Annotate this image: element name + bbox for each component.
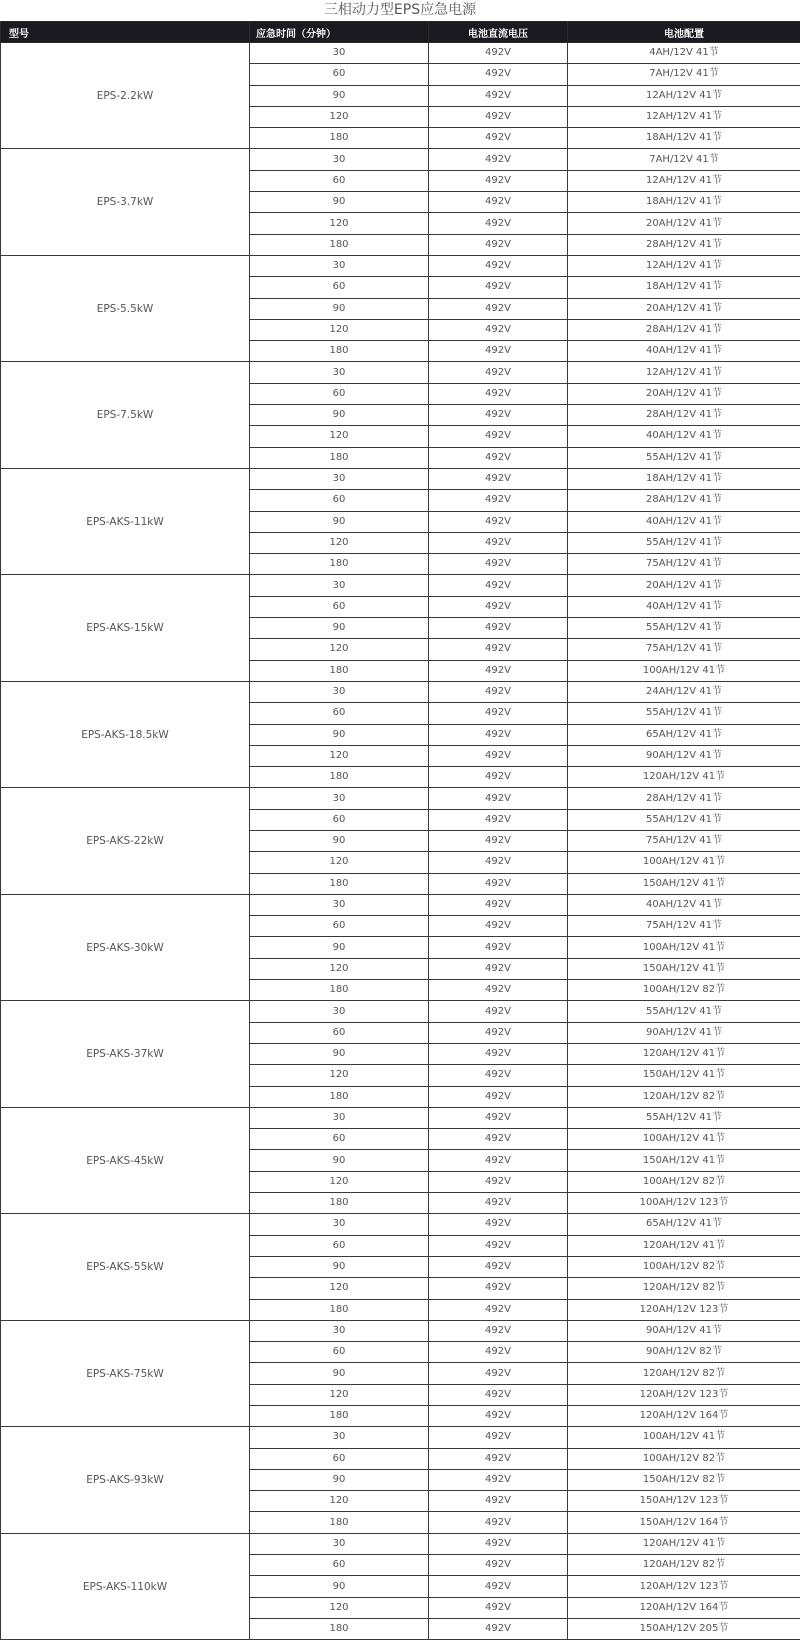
dc-voltage-cell: 492V: [429, 85, 568, 106]
model-cell: EPS-AKS-15kW: [1, 575, 250, 681]
dc-voltage-cell: 492V: [429, 468, 568, 489]
battery-config-cell: 100AH/12V 41节: [568, 660, 800, 681]
emergency-time-cell: 180: [250, 341, 429, 362]
table-row: [1, 575, 800, 596]
emergency-time-cell: 90: [250, 1469, 429, 1490]
emergency-time-cell: 60: [250, 490, 429, 511]
dc-voltage-cell: 492V: [429, 1235, 568, 1256]
battery-config-cell: 100AH/12V 123节: [568, 1193, 800, 1214]
battery-config-cell: 40AH/12V 41节: [568, 341, 800, 362]
emergency-time-cell: 60: [250, 64, 429, 85]
emergency-time-cell: 30: [250, 1427, 429, 1448]
battery-config-cell: 100AH/12V 82节: [568, 1448, 800, 1469]
model-cell: EPS-2.2kW: [1, 43, 250, 149]
battery-config-cell: 120AH/12V 82节: [568, 1555, 800, 1576]
emergency-time-cell: 90: [250, 85, 429, 106]
dc-voltage-cell: 492V: [429, 234, 568, 255]
emergency-time-cell: 120: [250, 639, 429, 660]
battery-config-cell: 75AH/12V 41节: [568, 554, 800, 575]
dc-voltage-cell: 492V: [429, 1533, 568, 1554]
emergency-time-cell: 180: [250, 980, 429, 1001]
battery-config-cell: 120AH/12V 41节: [568, 767, 800, 788]
dc-voltage-cell: 492V: [429, 277, 568, 298]
dc-voltage-cell: 492V: [429, 383, 568, 404]
battery-config-cell: 120AH/12V 82节: [568, 1278, 800, 1299]
battery-config-cell: 75AH/12V 41节: [568, 916, 800, 937]
emergency-time-cell: 90: [250, 937, 429, 958]
emergency-time-cell: 30: [250, 1533, 429, 1554]
emergency-time-cell: 60: [250, 1235, 429, 1256]
emergency-time-cell: 60: [250, 809, 429, 830]
header-dc-voltage: 电池直流电压: [429, 22, 568, 43]
model-cell: EPS-7.5kW: [1, 362, 250, 468]
dc-voltage-cell: 492V: [429, 1256, 568, 1277]
dc-voltage-cell: 492V: [429, 128, 568, 149]
table-row: [1, 1320, 800, 1341]
table-row: [1, 1214, 800, 1235]
battery-config-cell: 65AH/12V 41节: [568, 1214, 800, 1235]
battery-config-cell: 120AH/12V 123节: [568, 1384, 800, 1405]
battery-config-cell: 150AH/12V 41节: [568, 1065, 800, 1086]
emergency-time-cell: 90: [250, 1256, 429, 1277]
dc-voltage-cell: 492V: [429, 192, 568, 213]
battery-config-cell: 150AH/12V 41节: [568, 1150, 800, 1171]
table-body: [1, 43, 800, 1640]
emergency-time-cell: 120: [250, 426, 429, 447]
dc-voltage-cell: 492V: [429, 703, 568, 724]
emergency-time-cell: 60: [250, 383, 429, 404]
dc-voltage-cell: 492V: [429, 681, 568, 702]
emergency-time-cell: 60: [250, 1129, 429, 1150]
emergency-time-cell: 60: [250, 596, 429, 617]
dc-voltage-cell: 492V: [429, 873, 568, 894]
battery-config-cell: 90AH/12V 41节: [568, 1320, 800, 1341]
dc-voltage-cell: 492V: [429, 490, 568, 511]
model-cell: EPS-AKS-110kW: [1, 1533, 250, 1639]
dc-voltage-cell: 492V: [429, 255, 568, 276]
battery-config-cell: 75AH/12V 41节: [568, 639, 800, 660]
battery-config-cell: 120AH/12V 123节: [568, 1299, 800, 1320]
header-model: 型号: [1, 22, 250, 43]
battery-config-cell: 12AH/12V 41节: [568, 106, 800, 127]
battery-config-cell: 90AH/12V 82节: [568, 1342, 800, 1363]
emergency-time-cell: 60: [250, 277, 429, 298]
emergency-time-cell: 120: [250, 1491, 429, 1512]
battery-config-cell: 90AH/12V 41节: [568, 745, 800, 766]
dc-voltage-cell: 492V: [429, 916, 568, 937]
emergency-time-cell: 90: [250, 724, 429, 745]
emergency-time-cell: 60: [250, 916, 429, 937]
dc-voltage-cell: 492V: [429, 575, 568, 596]
battery-config-cell: 100AH/12V 82节: [568, 1171, 800, 1192]
emergency-time-cell: 90: [250, 1043, 429, 1064]
table-row: [1, 43, 800, 64]
dc-voltage-cell: 492V: [429, 767, 568, 788]
model-cell: EPS-AKS-75kW: [1, 1320, 250, 1426]
emergency-time-cell: 90: [250, 1150, 429, 1171]
table-row: [1, 788, 800, 809]
dc-voltage-cell: 492V: [429, 1086, 568, 1107]
dc-voltage-cell: 492V: [429, 1555, 568, 1576]
emergency-time-cell: 120: [250, 1065, 429, 1086]
model-cell: EPS-AKS-37kW: [1, 1001, 250, 1107]
dc-voltage-cell: 492V: [429, 1299, 568, 1320]
battery-config-cell: 55AH/12V 41节: [568, 532, 800, 553]
model-cell: EPS-5.5kW: [1, 255, 250, 361]
dc-voltage-cell: 492V: [429, 639, 568, 660]
dc-voltage-cell: 492V: [429, 1427, 568, 1448]
dc-voltage-cell: 492V: [429, 1491, 568, 1512]
dc-voltage-cell: 492V: [429, 1448, 568, 1469]
table-row: [1, 681, 800, 702]
header-emergency-time: 应急时间（分钟）: [250, 22, 429, 43]
model-cell: EPS-AKS-55kW: [1, 1214, 250, 1320]
battery-config-cell: 150AH/12V 123节: [568, 1491, 800, 1512]
emergency-time-cell: 90: [250, 511, 429, 532]
dc-voltage-cell: 492V: [429, 1171, 568, 1192]
emergency-time-cell: 180: [250, 554, 429, 575]
emergency-time-cell: 30: [250, 681, 429, 702]
dc-voltage-cell: 492V: [429, 1406, 568, 1427]
table-row: [1, 1107, 800, 1128]
dc-voltage-cell: 492V: [429, 554, 568, 575]
dc-voltage-cell: 492V: [429, 830, 568, 851]
emergency-time-cell: 180: [250, 1512, 429, 1533]
dc-voltage-cell: 492V: [429, 724, 568, 745]
battery-config-cell: 7AH/12V 41节: [568, 149, 800, 170]
battery-config-cell: 120AH/12V 123节: [568, 1576, 800, 1597]
emergency-time-cell: 30: [250, 1001, 429, 1022]
battery-config-cell: 65AH/12V 41节: [568, 724, 800, 745]
emergency-time-cell: 180: [250, 1086, 429, 1107]
emergency-time-cell: 30: [250, 43, 429, 64]
battery-config-cell: 28AH/12V 41节: [568, 788, 800, 809]
battery-config-cell: 24AH/12V 41节: [568, 681, 800, 702]
table-row: [1, 362, 800, 383]
battery-config-cell: 100AH/12V 41节: [568, 937, 800, 958]
emergency-time-cell: 120: [250, 213, 429, 234]
eps-spec-table: [0, 21, 800, 1640]
battery-config-cell: 12AH/12V 41节: [568, 362, 800, 383]
battery-config-cell: 120AH/12V 41节: [568, 1043, 800, 1064]
dc-voltage-cell: 492V: [429, 213, 568, 234]
model-cell: EPS-AKS-30kW: [1, 894, 250, 1000]
emergency-time-cell: 60: [250, 170, 429, 191]
battery-config-cell: 28AH/12V 41节: [568, 234, 800, 255]
battery-config-cell: 150AH/12V 82节: [568, 1469, 800, 1490]
battery-config-cell: 7AH/12V 41节: [568, 64, 800, 85]
battery-config-cell: 12AH/12V 41节: [568, 170, 800, 191]
dc-voltage-cell: 492V: [429, 170, 568, 191]
dc-voltage-cell: 492V: [429, 1597, 568, 1618]
page-title: 三相动力型EPS应急电源: [323, 2, 477, 18]
battery-config-cell: 18AH/12V 41节: [568, 128, 800, 149]
battery-config-cell: 20AH/12V 41节: [568, 575, 800, 596]
emergency-time-cell: 180: [250, 234, 429, 255]
table-row: [1, 149, 800, 170]
battery-config-cell: 12AH/12V 41节: [568, 255, 800, 276]
battery-config-cell: 55AH/12V 41节: [568, 447, 800, 468]
dc-voltage-cell: 492V: [429, 106, 568, 127]
battery-config-cell: 150AH/12V 164节: [568, 1512, 800, 1533]
dc-voltage-cell: 492V: [429, 319, 568, 340]
battery-config-cell: 100AH/12V 41节: [568, 1427, 800, 1448]
dc-voltage-cell: 492V: [429, 532, 568, 553]
emergency-time-cell: 120: [250, 532, 429, 553]
dc-voltage-cell: 492V: [429, 511, 568, 532]
battery-config-cell: 55AH/12V 41节: [568, 703, 800, 724]
battery-config-cell: 20AH/12V 41节: [568, 213, 800, 234]
model-cell: EPS-3.7kW: [1, 149, 250, 255]
dc-voltage-cell: 492V: [429, 1469, 568, 1490]
battery-config-cell: 120AH/12V 82节: [568, 1086, 800, 1107]
dc-voltage-cell: 492V: [429, 1512, 568, 1533]
battery-config-cell: 120AH/12V 164节: [568, 1597, 800, 1618]
emergency-time-cell: 180: [250, 1299, 429, 1320]
emergency-time-cell: 30: [250, 149, 429, 170]
battery-config-cell: 100AH/12V 82节: [568, 980, 800, 1001]
battery-config-cell: 40AH/12V 41节: [568, 426, 800, 447]
table-row: [1, 894, 800, 915]
emergency-time-cell: 90: [250, 618, 429, 639]
table-row: [1, 1001, 800, 1022]
emergency-time-cell: 90: [250, 298, 429, 319]
emergency-time-cell: 180: [250, 128, 429, 149]
emergency-time-cell: 90: [250, 1363, 429, 1384]
battery-config-cell: 150AH/12V 205节: [568, 1618, 800, 1639]
battery-config-cell: 55AH/12V 41节: [568, 1107, 800, 1128]
dc-voltage-cell: 492V: [429, 596, 568, 617]
dc-voltage-cell: 492V: [429, 405, 568, 426]
dc-voltage-cell: 492V: [429, 1618, 568, 1639]
battery-config-cell: 40AH/12V 41节: [568, 596, 800, 617]
emergency-time-cell: 30: [250, 255, 429, 276]
dc-voltage-cell: 492V: [429, 64, 568, 85]
battery-config-cell: 120AH/12V 82节: [568, 1363, 800, 1384]
dc-voltage-cell: 492V: [429, 362, 568, 383]
emergency-time-cell: 90: [250, 1576, 429, 1597]
dc-voltage-cell: 492V: [429, 745, 568, 766]
dc-voltage-cell: 492V: [429, 341, 568, 362]
dc-voltage-cell: 492V: [429, 1065, 568, 1086]
emergency-time-cell: 60: [250, 703, 429, 724]
dc-voltage-cell: 492V: [429, 1193, 568, 1214]
battery-config-cell: 20AH/12V 41节: [568, 298, 800, 319]
battery-config-cell: 55AH/12V 41节: [568, 618, 800, 639]
table-row: [1, 1533, 800, 1554]
dc-voltage-cell: 492V: [429, 1342, 568, 1363]
battery-config-cell: 40AH/12V 41节: [568, 894, 800, 915]
battery-config-cell: 28AH/12V 41节: [568, 405, 800, 426]
emergency-time-cell: 180: [250, 1193, 429, 1214]
battery-config-cell: 120AH/12V 41节: [568, 1235, 800, 1256]
dc-voltage-cell: 492V: [429, 788, 568, 809]
dc-voltage-cell: 492V: [429, 1384, 568, 1405]
battery-config-cell: 4AH/12V 41节: [568, 43, 800, 64]
table-row: [1, 468, 800, 489]
dc-voltage-cell: 492V: [429, 1320, 568, 1341]
emergency-time-cell: 120: [250, 319, 429, 340]
table-row: [1, 255, 800, 276]
emergency-time-cell: 120: [250, 1278, 429, 1299]
emergency-time-cell: 120: [250, 745, 429, 766]
battery-config-cell: 20AH/12V 41节: [568, 383, 800, 404]
model-cell: EPS-AKS-45kW: [1, 1107, 250, 1213]
battery-config-cell: 18AH/12V 41节: [568, 468, 800, 489]
model-cell: EPS-AKS-11kW: [1, 468, 250, 574]
dc-voltage-cell: 492V: [429, 1107, 568, 1128]
dc-voltage-cell: 492V: [429, 937, 568, 958]
emergency-time-cell: 30: [250, 1320, 429, 1341]
battery-config-cell: 18AH/12V 41节: [568, 192, 800, 213]
emergency-time-cell: 30: [250, 1214, 429, 1235]
dc-voltage-cell: 492V: [429, 1001, 568, 1022]
emergency-time-cell: 120: [250, 106, 429, 127]
emergency-time-cell: 30: [250, 468, 429, 489]
emergency-time-cell: 60: [250, 1342, 429, 1363]
battery-config-cell: 150AH/12V 41节: [568, 958, 800, 979]
dc-voltage-cell: 492V: [429, 447, 568, 468]
emergency-time-cell: 180: [250, 1618, 429, 1639]
emergency-time-cell: 90: [250, 405, 429, 426]
dc-voltage-cell: 492V: [429, 1129, 568, 1150]
battery-config-cell: 90AH/12V 41节: [568, 1022, 800, 1043]
battery-config-cell: 18AH/12V 41节: [568, 277, 800, 298]
dc-voltage-cell: 492V: [429, 1043, 568, 1064]
emergency-time-cell: 90: [250, 192, 429, 213]
dc-voltage-cell: 492V: [429, 1150, 568, 1171]
dc-voltage-cell: 492V: [429, 852, 568, 873]
emergency-time-cell: 180: [250, 873, 429, 894]
table-header-row: [1, 22, 800, 43]
dc-voltage-cell: 492V: [429, 958, 568, 979]
emergency-time-cell: 180: [250, 447, 429, 468]
emergency-time-cell: 180: [250, 660, 429, 681]
dc-voltage-cell: 492V: [429, 660, 568, 681]
header-battery-config: 电池配置: [568, 22, 800, 43]
battery-config-cell: 120AH/12V 164节: [568, 1406, 800, 1427]
emergency-time-cell: 30: [250, 894, 429, 915]
dc-voltage-cell: 492V: [429, 1214, 568, 1235]
emergency-time-cell: 120: [250, 1384, 429, 1405]
emergency-time-cell: 180: [250, 767, 429, 788]
dc-voltage-cell: 492V: [429, 809, 568, 830]
dc-voltage-cell: 492V: [429, 1363, 568, 1384]
emergency-time-cell: 120: [250, 1597, 429, 1618]
battery-config-cell: 150AH/12V 41节: [568, 873, 800, 894]
dc-voltage-cell: 492V: [429, 43, 568, 64]
battery-config-cell: 100AH/12V 82节: [568, 1256, 800, 1277]
battery-config-cell: 40AH/12V 41节: [568, 511, 800, 532]
battery-config-cell: 12AH/12V 41节: [568, 85, 800, 106]
model-cell: EPS-AKS-22kW: [1, 788, 250, 894]
emergency-time-cell: 90: [250, 830, 429, 851]
battery-config-cell: 28AH/12V 41节: [568, 490, 800, 511]
dc-voltage-cell: 492V: [429, 149, 568, 170]
emergency-time-cell: 180: [250, 1406, 429, 1427]
dc-voltage-cell: 492V: [429, 298, 568, 319]
dc-voltage-cell: 492V: [429, 426, 568, 447]
battery-config-cell: 120AH/12V 41节: [568, 1533, 800, 1554]
emergency-time-cell: 30: [250, 575, 429, 596]
battery-config-cell: 100AH/12V 41节: [568, 852, 800, 873]
model-cell: EPS-AKS-93kW: [1, 1427, 250, 1533]
battery-config-cell: 55AH/12V 41节: [568, 809, 800, 830]
dc-voltage-cell: 492V: [429, 1278, 568, 1299]
battery-config-cell: 55AH/12V 41节: [568, 1001, 800, 1022]
dc-voltage-cell: 492V: [429, 1022, 568, 1043]
dc-voltage-cell: 492V: [429, 1576, 568, 1597]
battery-config-cell: 28AH/12V 41节: [568, 319, 800, 340]
emergency-time-cell: 30: [250, 1107, 429, 1128]
table-row: [1, 1427, 800, 1448]
dc-voltage-cell: 492V: [429, 618, 568, 639]
emergency-time-cell: 120: [250, 852, 429, 873]
battery-config-cell: 100AH/12V 41节: [568, 1129, 800, 1150]
emergency-time-cell: 30: [250, 362, 429, 383]
emergency-time-cell: 60: [250, 1448, 429, 1469]
emergency-time-cell: 30: [250, 788, 429, 809]
emergency-time-cell: 60: [250, 1555, 429, 1576]
emergency-time-cell: 120: [250, 958, 429, 979]
model-cell: EPS-AKS-18.5kW: [1, 681, 250, 787]
emergency-time-cell: 120: [250, 1171, 429, 1192]
dc-voltage-cell: 492V: [429, 980, 568, 1001]
dc-voltage-cell: 492V: [429, 894, 568, 915]
battery-config-cell: 75AH/12V 41节: [568, 830, 800, 851]
emergency-time-cell: 60: [250, 1022, 429, 1043]
